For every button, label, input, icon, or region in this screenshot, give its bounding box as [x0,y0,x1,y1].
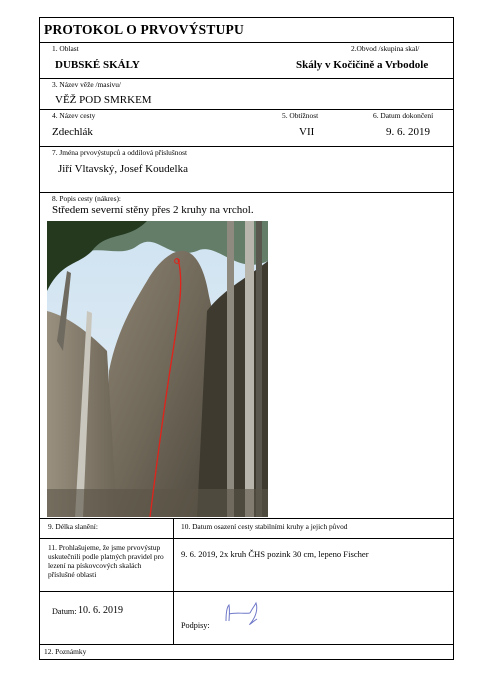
cesta-value: Zdechlák [52,126,93,138]
oblast-value: DUBSKÉ SKÁLY [55,59,140,71]
obvod-label: 2.Obvod /skupina skal/ [351,44,420,53]
slaneni-label: 9. Délka slanění: [48,522,98,531]
prohlaseni-label: 11. Prohlašujeme, že jsme prvovýstup uskutečnili podle platných pravidel pro lezení na pískovcových skalách příslušné oblasti [48,543,164,579]
obtiznost-value: VII [299,126,315,138]
divider [40,109,453,110]
oblast-label: 1. Oblast [52,44,79,53]
datum-dokonceni-value: 9. 6. 2019 [386,126,430,138]
datum-dokonceni-label: 6. Datum dokončení [373,111,434,120]
osazeni-label: 10. Datum osazení cesty stabilními kruhy a jejich původ [181,522,348,531]
vez-value: VĚŽ POD SMRKEM [55,94,152,106]
popis-value: Středem severní stěny přes 2 kruhy na vrchol. [52,204,254,216]
divider [40,518,453,519]
divider [173,518,174,644]
divider [40,42,453,43]
divider [40,78,453,79]
cesta-label: 4. Název cesty [52,111,96,120]
vez-label: 3. Název věže /masivu/ [52,80,121,89]
podpisy-label: Podpisy: [181,621,210,630]
form-title: PROTOKOL O PRVOVÝSTUPU [44,22,244,37]
obvod-value: Skály v Kočičině a Vrbodole [296,59,429,71]
signature-image [220,599,268,636]
poznamky-label: 12. Poznámky [44,647,87,656]
divider [40,538,453,539]
jmena-value: Jiří Vltavský, Josef Koudelka [58,163,188,175]
datum-label: Datum: [52,607,77,616]
divider [40,591,453,592]
jmena-label: 7. Jména prvovýstupců a oddílová příslušnost [52,148,188,157]
obtiznost-label: 5. Obtížnost [282,111,319,120]
datum-value: 10. 6. 2019 [78,605,123,616]
divider [40,644,453,645]
divider [40,192,453,193]
popis-label: 8. Popis cesty (nákres): [52,194,121,203]
protocol-form [39,17,454,660]
osazeni-value: 9. 6. 2019, 2x kruh ČHS pozink 30 cm, lepeno Fischer [181,549,369,559]
route-photo [47,221,268,517]
divider [40,146,453,147]
